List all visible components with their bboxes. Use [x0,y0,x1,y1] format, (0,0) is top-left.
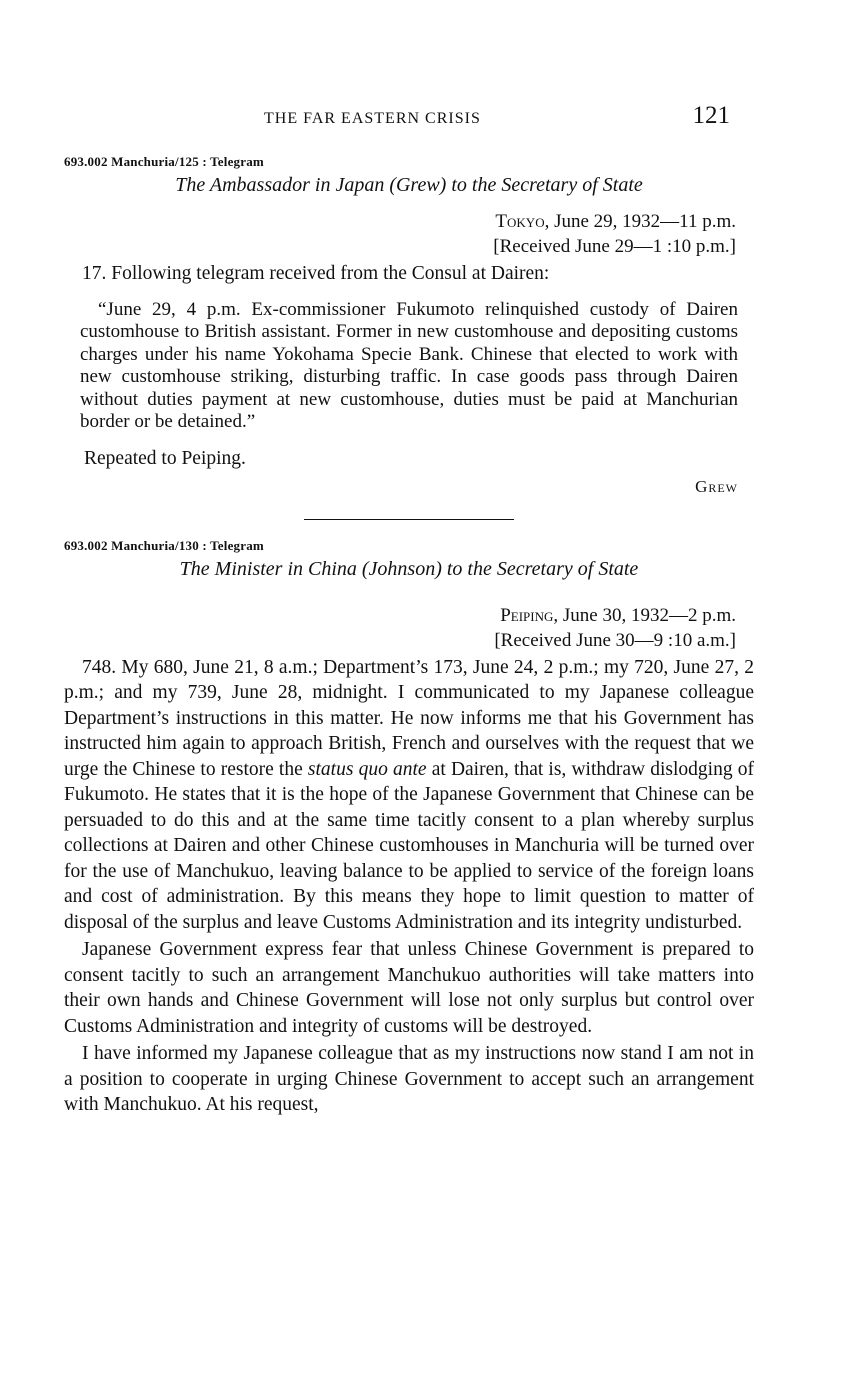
date-time: , June 29, 1932—11 p.m. [544,211,736,232]
file-reference: 693.002 Manchuria/130 : Telegram [64,537,264,553]
quoted-telegram: “June 29, 4 p.m. Ex-commissioner Fukumoto relinquished custody of Dairen customhouse to British assistant. Former in new customhouse and depositing customs charges under his name Yokohama Specie Bank. Chinese that elected to work with new customhouse striking, disturbing traffic. In case goods pass through Dairen without duties payment at new customhouse, duties must be paid at Manchurian border or be detained.” [80,298,738,432]
section-divider [304,519,514,520]
body-paragraph: I have informed my Japanese colleague that as my instructions now stand I am not in a position to cooperate in urging Chinese Government to accept such an arrangement with Manchukuo. At his request, [64,1043,754,1115]
date-time: , June 30, 1932—2 p.m. [553,604,736,626]
date-sent [64,603,736,628]
page-number: 121 [692,102,730,129]
document-page [64,100,754,1118]
repeated-note: Repeated to Peiping. [84,447,246,469]
place-name: Tokyo [495,211,545,232]
paragraph-text: at Dairen, that is, withdraw dislodging of Fukumoto. He states that it is the hope of the Japanese Government that Chinese can be persuaded to do this and at the same time tacitly consent to a plan whereby surplus collections at Dairen and other Chinese customhouses in Manchuria will be turned over for the use of Manchukuo, leaving balance to be applied to service of the foreign loans and cost of administration. By this means they hope to limit question to matter of disposal of the surplus and leave Customs Administration and its integrity undisturbed. [64,758,754,933]
paragraph-text: 748. My 680, June 21, 8 a.m.; Department’s 173, June 24, 2 p.m.; my 720, June 27, 2 p.m.; and my 739, June 28, midnight. I communicated to my Japanese colleague Department’s instructions in this matter. He now informs me that his Government has instructed him again to approach British, French and ourselves with the request that we urge the Chinese to restore the [64,656,754,780]
running-title: THE FAR EASTERN CRISIS [264,110,481,127]
place-name: Peiping [500,604,554,626]
date-received: [Received June 29—1 :10 p.m.] [493,236,736,257]
opening-paragraph: 17. Following telegram received from the Consul at Dairen: [82,263,550,284]
date-sent [64,209,736,234]
body-paragraph [64,655,754,936]
signature: Grew [695,476,738,496]
dateline [64,209,754,259]
document-title: The Ambassador in Japan (Grew) to the Secretary of State [175,174,643,196]
body-paragraph: Japanese Government express fear that unless Chinese Government is prepared to consent tacitly to such an arrangement Manchukuo authorities will take matters into their own hands and Chinese Government will lose not only surplus but control over Customs Administration and integrity of customs will be destroyed. [64,939,754,1037]
file-reference: 693.002 Manchuria/125 : Telegram [64,154,264,169]
telegram-johnson [64,538,754,1118]
date-received: [Received June 30—9 :10 a.m.] [494,629,736,651]
italic-phrase: status quo ante [307,758,427,780]
telegram-grew [64,154,754,497]
running-header [64,100,754,140]
document-title: The Minister in China (Johnson) to the Secretary of State [179,557,639,580]
dateline [64,603,754,653]
